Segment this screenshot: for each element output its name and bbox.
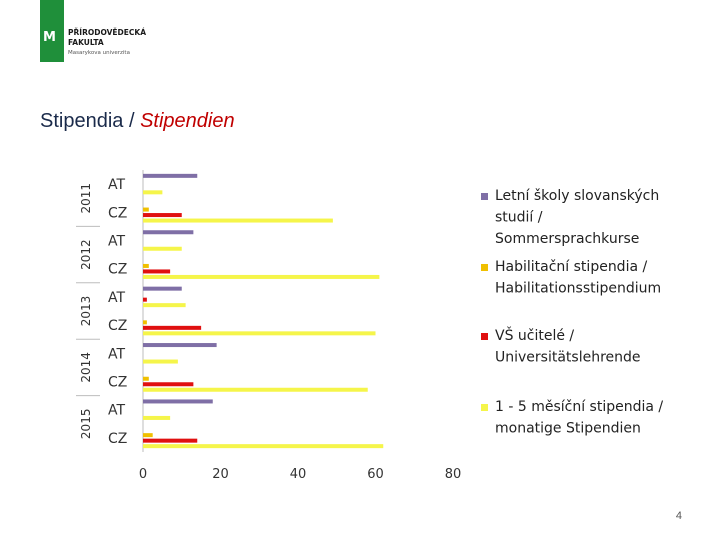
logo-line-1: PŘÍRODOVĚDECKÁ — [68, 28, 147, 37]
page-number: 4 — [675, 510, 682, 522]
legend-entry-text: Universitätslehrende — [495, 349, 641, 366]
bar-2014-at-s1 — [143, 343, 217, 347]
bar-2011-at-s4 — [143, 190, 162, 194]
bar-2013-cz-s4 — [143, 331, 376, 335]
y-tick-label: AT — [108, 346, 126, 363]
bar-2012-cz-s2 — [143, 264, 149, 268]
year-label: 2011 — [79, 182, 93, 214]
bar-2015-cz-s4 — [143, 444, 383, 448]
bar-2015-cz-s3 — [143, 439, 197, 443]
x-tick-label: 20 — [212, 467, 229, 482]
logo-mark: M — [43, 30, 56, 45]
bar-2012-at-s4 — [143, 247, 182, 251]
legend-entry-text: Letní školy slovanských — [495, 188, 660, 204]
y-tick-label: CZ — [108, 261, 128, 278]
y-tick-label: CZ — [108, 374, 128, 391]
bar-2013-at-s1 — [143, 287, 182, 291]
legend-swatch — [481, 193, 488, 200]
legend-entry-text: VŠ učitelé / — [495, 328, 575, 344]
bar-2011-cz-s2 — [143, 208, 149, 212]
legend-swatch — [481, 264, 488, 271]
bar-2011-cz-s4 — [143, 219, 333, 223]
legend-entry-text: monatige Stipendien — [495, 420, 641, 437]
year-label: 2015 — [79, 408, 93, 440]
bar-2012-at-s1 — [143, 230, 193, 234]
bar-2014-cz-s4 — [143, 388, 368, 392]
y-tick-label: AT — [108, 233, 126, 250]
legend-entry-text: Sommersprachkurse — [495, 231, 640, 247]
logo-line-3: Masarykova univerzita — [68, 50, 130, 56]
x-tick-label: 0 — [138, 467, 148, 482]
bar-2014-cz-s3 — [143, 382, 193, 386]
x-tick-label: 40 — [289, 467, 307, 482]
bar-2013-at-s4 — [143, 303, 186, 307]
title-main: Stipendia — [40, 110, 124, 132]
y-tick-label: CZ — [108, 318, 128, 335]
bar-2013-at-s3 — [143, 298, 147, 302]
bar-2015-at-s1 — [143, 399, 213, 403]
x-tick-label: 80 — [444, 467, 462, 482]
year-label: 2013 — [79, 295, 93, 327]
y-tick-label: AT — [108, 402, 126, 419]
bar-2014-at-s4 — [143, 360, 178, 364]
bar-2011-cz-s3 — [143, 213, 182, 217]
title-separator: / — [123, 110, 141, 132]
legend-swatch — [481, 333, 488, 340]
bar-2011-at-s1 — [143, 174, 197, 178]
year-label: 2014 — [79, 352, 93, 383]
legend-entry-text: Habilitationsstipendium — [495, 280, 662, 297]
bar-2015-at-s4 — [143, 416, 170, 420]
bar-2014-cz-s2 — [143, 377, 149, 381]
legend-entry-text: Habilitační stipendia / — [495, 259, 648, 275]
logo-line-2: FAKULTA — [68, 38, 104, 47]
legend-entry-text: studií / — [495, 209, 543, 226]
y-tick-label: CZ — [108, 430, 128, 447]
title-alt: Stipendien — [140, 110, 235, 132]
bar-2013-cz-s2 — [143, 320, 147, 324]
year-label: 2012 — [79, 239, 93, 270]
bar-2015-cz-s2 — [143, 433, 153, 437]
x-tick-label: 60 — [367, 467, 384, 482]
y-tick-label: AT — [108, 177, 126, 194]
bar-2012-cz-s3 — [143, 269, 170, 273]
bar-2012-cz-s4 — [143, 275, 379, 279]
legend-entry-text: 1 - 5 měsíční stipendia / — [495, 399, 664, 415]
y-tick-label: CZ — [108, 205, 128, 222]
legend-swatch — [481, 404, 488, 411]
bar-2013-cz-s3 — [143, 326, 201, 330]
y-tick-label: AT — [108, 289, 126, 306]
